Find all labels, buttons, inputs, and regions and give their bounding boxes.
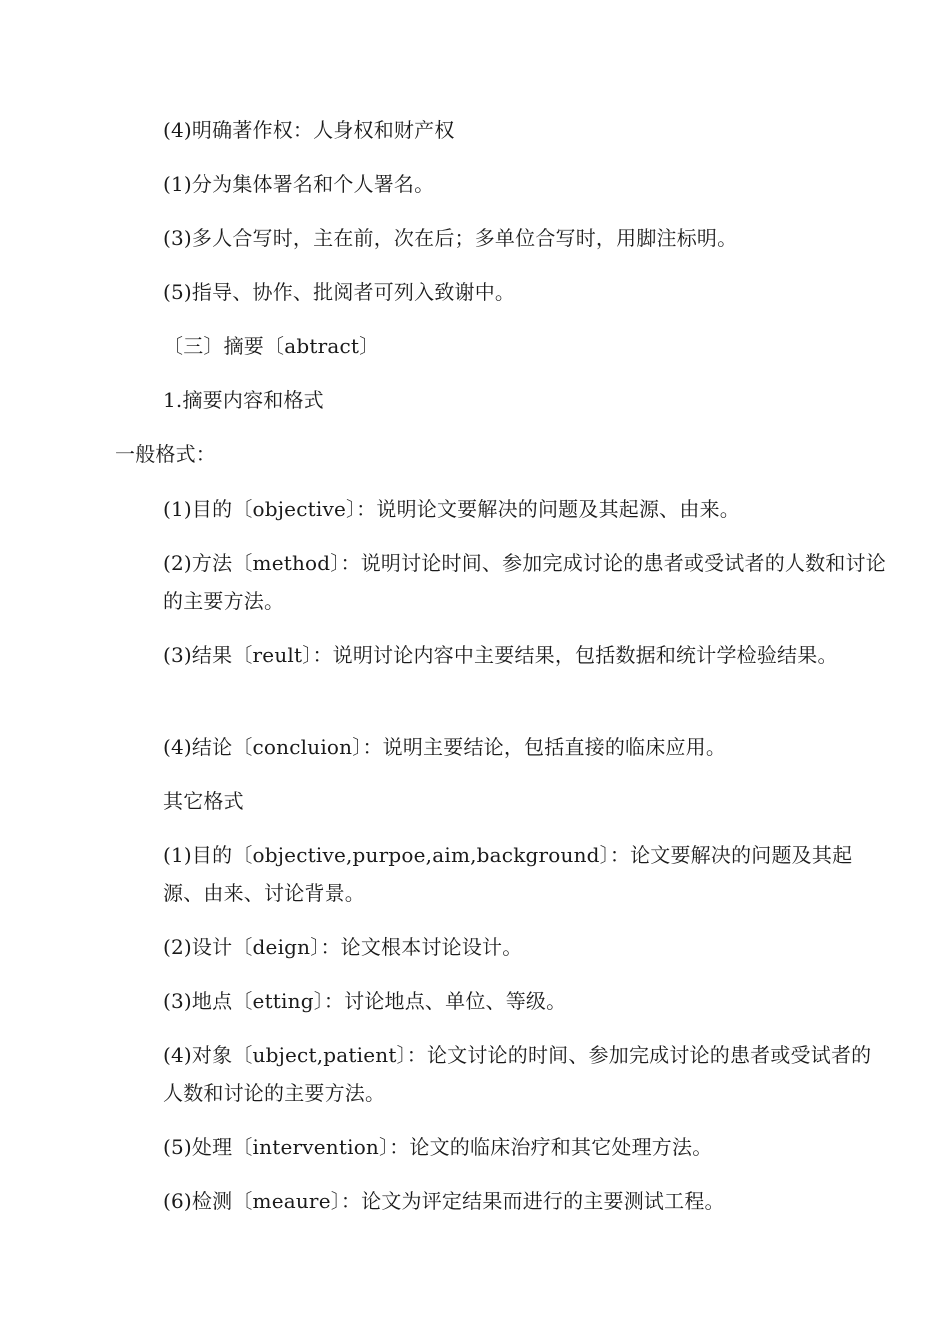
paragraph-acknowledgement: (5)指导、协作、批阅者可列入致谢中。 [163,280,516,304]
paragraph-method: (2)方法〔method〕：说明讨论时间、参加完成讨论的患者或受试者的人数和讨论的主要方法。 [163,551,886,613]
label-other-format: 其它格式 [163,789,244,813]
paragraph-result: (3)结果〔reult〕：说明讨论内容中主要结果，包括数据和统计学检验结果。 [163,643,838,667]
paragraph-subject: (4)对象〔ubject,patient〕：论文讨论的时间、参加完成讨论的患者或受试者的人数和讨论的主要方法。 [163,1043,872,1105]
paragraph-conclusion: (4)结论〔concluion〕：说明主要结论，包括直接的临床应用。 [163,735,727,759]
paragraph-measure: (6)检测〔meaure〕：论文为评定结果而进行的主要测试工程。 [163,1189,725,1213]
paragraph-design: (2)设计〔deign〕：论文根本讨论设计。 [163,935,523,959]
section-heading-abstract: 〔三〕摘要〔abtract〕 [163,334,380,358]
paragraph-setting: (3)地点〔etting〕：讨论地点、单位、等级。 [163,989,567,1013]
paragraph-objective: (1)目的〔objective〕：说明论文要解决的问题及其起源、由来。 [163,497,740,521]
paragraph-objective-alt: (1)目的〔objective,purpoe,aim,background〕：论文要解决的问题及其起源、由来、讨论背景。 [163,843,853,905]
subheading-abstract-format: 1.摘要内容和格式 [163,388,324,412]
paragraph-multi-author: (3)多人合写时，主在前，次在后；多单位合写时，用脚注标明。 [163,226,738,250]
paragraph-intervention: (5)处理〔intervention〕：论文的临床治疗和其它处理方法。 [163,1135,713,1159]
paragraph-signature-types: (1)分为集体署名和个人署名。 [163,172,435,196]
label-general-format: 一般格式： [115,442,216,466]
paragraph-copyright: (4)明确著作权：人身权和财产权 [163,118,455,142]
